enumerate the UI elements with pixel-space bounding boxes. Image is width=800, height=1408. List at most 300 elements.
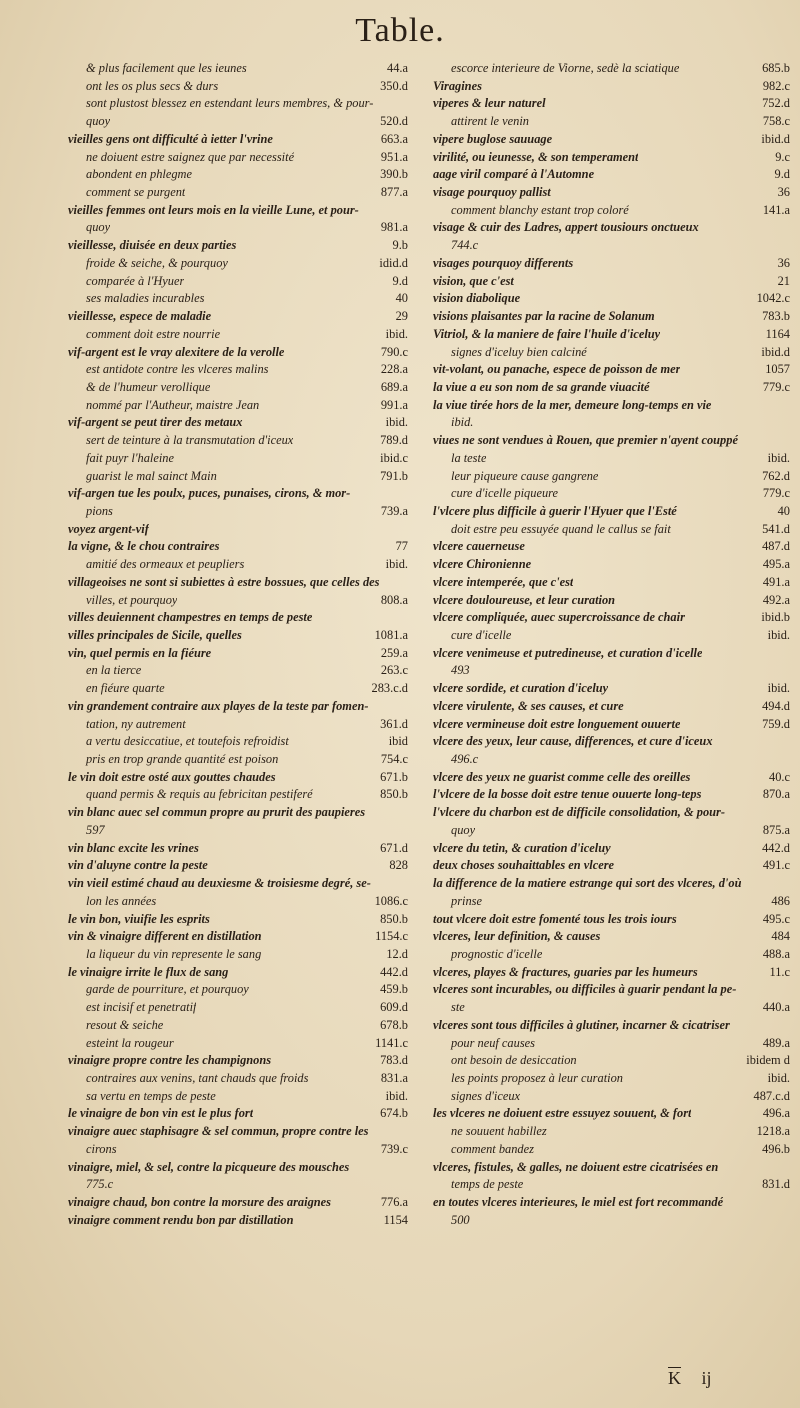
entry-page-ref: 1164	[765, 326, 790, 341]
index-entry	[68, 326, 408, 344]
entry-page-ref: 541.d	[762, 521, 790, 536]
entry-page-ref: 9.d	[774, 167, 790, 182]
entry-text: visage pourquoy pallist	[433, 185, 551, 200]
entry-page-ref: 442.d	[380, 964, 408, 979]
entry-text: vin vieil estimé chaud au deuxiesme & troisiesme degré, se-	[68, 876, 371, 891]
entry-text: fait puyr l'haleine	[86, 450, 174, 465]
entry-text: resout & seiche	[86, 1017, 164, 1032]
entry-page-ref: ibid.c	[380, 450, 408, 465]
index-entry	[433, 857, 790, 875]
index-entry	[68, 1194, 408, 1212]
entry-text: la viue tirée hors de la mer, demeure long-temps en vie	[433, 397, 712, 412]
entry-page-ref: 1218.a	[756, 1124, 790, 1139]
entry-page-ref: 489.a	[762, 1035, 790, 1050]
entry-text: le vinaigre irrite le flux de sang	[68, 964, 229, 979]
entry-page-ref: 77	[395, 539, 408, 554]
entry-page-ref	[784, 804, 790, 822]
entry-page-ref	[402, 1123, 408, 1141]
index-entry	[433, 60, 790, 78]
entry-page-ref: ibid.	[767, 628, 790, 642]
entry-page-ref: 440.a	[762, 1000, 790, 1015]
index-entry	[433, 1176, 790, 1194]
entry-page-ref: ibid.	[767, 1070, 790, 1085]
entry-page-ref: 487.c.d	[753, 1088, 790, 1103]
index-entry	[433, 166, 790, 184]
index-entry	[433, 1052, 790, 1070]
entry-page-ref: 875.a	[762, 822, 790, 837]
entry-text: le vin doit estre osté aux gouttes chaudes	[68, 769, 276, 784]
entry-page-ref: 494.d	[762, 698, 790, 713]
index-entry	[433, 290, 790, 308]
entry-page-ref: 671.d	[380, 840, 408, 855]
entry-page-ref: 496.a	[762, 1106, 790, 1121]
entry-text: villes deuiennent champestres en temps de peste	[68, 610, 313, 625]
entry-text: les vlceres ne doiuent estre essuyez souuent, & fort	[433, 1106, 692, 1121]
signature-mark: K	[668, 1368, 681, 1388]
index-entry	[68, 1035, 408, 1053]
entry-text: 493	[451, 663, 470, 678]
entry-text: 744.c	[451, 238, 479, 253]
entry-text: le vin bon, viuifie les esprits	[68, 911, 210, 926]
entry-page-ref	[784, 645, 790, 663]
index-entry	[68, 840, 408, 858]
entry-text: visage & cuir des Ladres, appert tousiours onctueux	[433, 220, 699, 235]
entry-text: vlcere compliquée, auec supercroissance de chair	[433, 610, 685, 625]
entry-text: vin grandement contraire aux playes de la teste par fomen-	[68, 698, 369, 713]
entry-page-ref: 141.a	[762, 202, 790, 217]
entry-text: vlcere venimeuse et putredineuse, et curation d'icelle	[433, 645, 703, 660]
entry-page-ref	[784, 662, 790, 680]
entry-page-ref: ibid.d	[761, 131, 790, 146]
entry-page-ref: ibidem d	[746, 1053, 790, 1068]
index-entry	[68, 1105, 408, 1123]
entry-page-ref: 754.c	[380, 752, 408, 767]
entry-page-ref	[402, 485, 408, 503]
entry-text: vinaigre comment rendu bon par distillation	[68, 1212, 294, 1227]
index-entry	[433, 627, 790, 645]
index-entry	[433, 78, 790, 96]
entry-page-ref: 758.c	[762, 114, 790, 129]
index-entry	[433, 840, 790, 858]
entry-page-ref: 951.a	[380, 149, 408, 164]
index-entry	[68, 521, 408, 539]
index-entry	[68, 1052, 408, 1070]
index-entry	[68, 219, 408, 237]
entry-page-ref: 791.b	[380, 468, 408, 483]
entry-text: attirent le venin	[451, 114, 529, 129]
index-entry	[433, 95, 790, 113]
entry-page-ref: idid.d	[379, 255, 408, 270]
entry-text: villageoises ne sont si subiettes à estre bossues, que celles des	[68, 574, 380, 589]
index-entry	[433, 1194, 790, 1212]
entry-text: ses maladies incurables	[86, 291, 205, 306]
entry-text: vlcere Chironienne	[433, 557, 532, 572]
entry-text: vlcere des yeux, leur cause, differences, et cure d'iceux	[433, 734, 713, 749]
entry-page-ref: ibid.	[385, 1088, 408, 1103]
entry-page-ref: 752.d	[762, 96, 790, 111]
entry-page-ref: 779.c	[762, 486, 790, 501]
entry-page-ref	[784, 1194, 790, 1212]
entry-text: comment doit estre nourrie	[86, 326, 221, 341]
index-entry	[68, 893, 408, 911]
entry-page-ref: 1154	[383, 1212, 408, 1227]
entry-text: quand permis & requis au febricitan pestiferé	[86, 787, 313, 802]
entry-text: l'vlcere plus difficile à guerir l'Hyuer que l'Esté	[433, 503, 677, 518]
entry-text: vinaigre auec staphisagre & sel commun, propre contre les	[68, 1124, 369, 1139]
entry-page-ref: ibid.	[385, 415, 408, 430]
entry-text: ont besoin de desiccation	[451, 1053, 577, 1068]
index-entry	[68, 627, 408, 645]
index-entry	[433, 946, 790, 964]
entry-page-ref: 228.a	[380, 362, 408, 377]
entry-page-ref: 520.d	[380, 114, 408, 129]
index-entry	[433, 344, 790, 362]
entry-text: vlcere du tetin, & curation d'iceluy	[433, 840, 611, 855]
entry-text: ne souuent habillez	[451, 1124, 547, 1139]
index-entry	[433, 592, 790, 610]
index-entry	[68, 786, 408, 804]
entry-page-ref	[784, 1212, 790, 1230]
index-entry	[433, 574, 790, 592]
entry-page-ref	[402, 521, 408, 539]
entry-page-ref: 9.c	[775, 149, 790, 164]
entry-text: en toutes vlceres interieures, le miel est fort recommandé	[433, 1195, 724, 1209]
entry-text: villes principales de Sicile, quelles	[68, 628, 242, 642]
entry-page-ref: 609.d	[380, 1000, 408, 1015]
entry-text: vif-argen tue les poulx, puces, punaises, cirons, & mor-	[68, 486, 351, 501]
entry-page-ref	[784, 875, 790, 893]
entry-text: est incisif et penetratif	[86, 1000, 197, 1015]
index-entry	[68, 981, 408, 999]
index-entry	[68, 733, 408, 751]
index-column-right	[433, 60, 790, 1229]
index-entry	[68, 680, 408, 698]
index-entry	[433, 131, 790, 149]
index-entry	[433, 1159, 790, 1177]
index-entry	[68, 344, 408, 362]
entry-text: cure d'icelle	[451, 628, 512, 642]
entry-page-ref	[402, 822, 408, 840]
index-column-left	[68, 60, 408, 1229]
entry-page-ref: 1154.c	[375, 929, 408, 944]
entry-text: vlceres, leur definition, & causes	[433, 929, 601, 944]
entry-page-ref: 663.a	[380, 131, 408, 146]
entry-text: visages pourquoy differents	[433, 255, 574, 270]
entry-page-ref: 486	[771, 893, 790, 908]
entry-page-ref	[784, 397, 790, 415]
entry-page-ref: 831.d	[762, 1177, 790, 1192]
entry-page-ref: ibid.	[767, 450, 790, 465]
index-entry	[433, 202, 790, 220]
entry-text: comparée à l'Hyuer	[86, 273, 185, 288]
index-entry	[68, 414, 408, 432]
entry-text: 597	[86, 822, 105, 837]
entry-page-ref: 850.b	[380, 787, 408, 802]
entry-page-ref: 495.c	[762, 911, 790, 926]
index-entry	[68, 804, 408, 822]
entry-page-ref: 259.a	[380, 645, 408, 660]
entry-text: quoy	[86, 220, 111, 235]
index-entry	[433, 450, 790, 468]
entry-text: vin & vinaigre different en distillation	[68, 929, 262, 944]
entry-page-ref: 1081.a	[374, 628, 408, 642]
entry-page-ref	[784, 981, 790, 999]
index-entry	[433, 538, 790, 556]
entry-page-ref: 488.a	[762, 946, 790, 961]
entry-text: vision diabolique	[433, 291, 521, 306]
entry-page-ref	[402, 1176, 408, 1194]
entry-text: en la tierce	[86, 663, 142, 678]
entry-text: vinaigre chaud, bon contre la morsure des araignes	[68, 1195, 331, 1209]
index-entry	[433, 786, 790, 804]
entry-page-ref	[784, 733, 790, 751]
entry-text: Viragines	[433, 78, 482, 93]
entry-text: 500	[451, 1212, 470, 1227]
index-entry	[433, 751, 790, 769]
entry-page-ref: 689.a	[380, 379, 408, 394]
index-entry	[68, 202, 408, 220]
entry-page-ref: ibid.	[385, 557, 408, 572]
index-entry	[68, 911, 408, 929]
entry-text: la liqueur du vin represente le sang	[86, 946, 262, 961]
entry-text: quoy	[451, 822, 476, 837]
index-entry	[68, 822, 408, 840]
entry-page-ref: 739.c	[380, 1141, 408, 1156]
entry-page-ref: 40	[777, 503, 790, 518]
index-entry	[68, 769, 408, 787]
entry-page-ref	[402, 875, 408, 893]
index-entry	[68, 1159, 408, 1177]
entry-page-ref	[784, 414, 790, 432]
entry-text: vlcere vermineuse doit estre longuement ouuerte	[433, 716, 681, 731]
entry-page-ref: ibid	[388, 734, 408, 749]
index-entry	[68, 999, 408, 1017]
entry-page-ref: 9.b	[392, 238, 408, 253]
entry-page-ref: ibid.d	[761, 344, 790, 359]
entry-text: abondent en phlegme	[86, 167, 192, 182]
entry-text: vin blanc auec sel commun propre au prurit des paupieres	[68, 805, 366, 820]
entry-text: en fiéure quarte	[86, 681, 165, 696]
index-entry	[68, 751, 408, 769]
entry-text: escorce interieure de Viorne, sedè la sciatique	[451, 61, 680, 75]
page-footer	[668, 1368, 712, 1389]
entry-text: est antidote contre les vlceres malins	[86, 362, 269, 377]
index-entry	[433, 521, 790, 539]
entry-text: l'vlcere de la bosse doit estre tenue ouuerte long-teps	[433, 787, 702, 802]
entry-page-ref	[402, 698, 408, 716]
entry-text: guarist le mal sainct Main	[86, 468, 217, 483]
entry-page-ref	[402, 1159, 408, 1177]
index-entry	[433, 397, 790, 415]
index-entry	[433, 184, 790, 202]
index-entry	[433, 698, 790, 716]
entry-text: comment se purgent	[86, 185, 186, 200]
index-entry	[433, 999, 790, 1017]
entry-page-ref: 1057	[765, 362, 790, 377]
index-entry	[68, 485, 408, 503]
entry-page-ref: 283.c.d	[371, 681, 408, 696]
index-entry	[68, 184, 408, 202]
index-entry	[433, 1088, 790, 1106]
index-entry	[433, 662, 790, 680]
index-entry	[68, 592, 408, 610]
folio-number: ij	[701, 1368, 712, 1388]
index-entry	[68, 290, 408, 308]
index-entry	[68, 450, 408, 468]
entry-text: sert de teinture à la transmutation d'iceux	[86, 433, 294, 448]
index-entry	[68, 609, 408, 627]
entry-text: la teste	[451, 450, 487, 465]
entry-text: pris en trop grande quantité est poison	[86, 752, 279, 767]
index-entry	[433, 981, 790, 999]
entry-page-ref: 783.b	[762, 309, 790, 324]
entry-page-ref: 12.d	[386, 946, 408, 961]
entry-page-ref: 808.a	[380, 592, 408, 607]
entry-page-ref: 685.b	[762, 61, 790, 75]
entry-text: vin, quel permis en la fiéure	[68, 645, 212, 660]
entry-text: voyez argent-vif	[68, 521, 149, 536]
entry-page-ref	[402, 95, 408, 113]
entry-text: vif-argent est le vray alexitere de la verolle	[68, 344, 285, 359]
entry-text: a vertu desiccatiue, et toutefois refroidist	[86, 734, 289, 749]
entry-text: comment blanchy estant trop coloré	[451, 202, 629, 217]
entry-page-ref: 1042.c	[756, 291, 790, 306]
index-entry	[68, 538, 408, 556]
index-entry	[68, 503, 408, 521]
entry-text: prinse	[451, 893, 482, 908]
index-entry	[68, 1088, 408, 1106]
entry-text: cirons	[86, 1141, 117, 1156]
entry-page-ref: 671.b	[380, 769, 408, 784]
index-entry	[68, 875, 408, 893]
entry-text: vlceres sont incurables, ou difficiles à guarir pendant la pe-	[433, 982, 737, 997]
entry-page-ref: 831.a	[380, 1070, 408, 1085]
entry-text: cure d'icelle piqueure	[451, 486, 559, 501]
index-entry	[433, 1141, 790, 1159]
index-entry	[433, 255, 790, 273]
entry-text: pour neuf causes	[451, 1035, 535, 1050]
index-entry	[433, 379, 790, 397]
entry-page-ref: 779.c	[762, 379, 790, 394]
entry-page-ref: 850.b	[380, 911, 408, 926]
entry-text: nommé par l'Autheur, maistre Jean	[86, 397, 260, 412]
index-entry	[68, 60, 408, 78]
entry-text: vinaigre propre contre les champignons	[68, 1053, 272, 1068]
index-entry	[433, 928, 790, 946]
entry-text: deux choses souhaittables en vlcere	[433, 858, 615, 873]
entry-text: 496.c	[451, 752, 479, 767]
entry-text: vlceres, fistules, & galles, ne doiuent estre cicatrisées en	[433, 1159, 719, 1174]
entry-text: signes d'iceluy bien calciné	[451, 344, 587, 359]
entry-text: prognostic d'icelle	[451, 946, 543, 961]
entry-page-ref	[784, 237, 790, 255]
entry-text: vlcere sordide, et curation d'iceluy	[433, 681, 609, 696]
entry-text: aage viril comparé à l'Automne	[433, 167, 595, 182]
index-entry	[68, 468, 408, 486]
entry-text: viues ne sont vendues à Rouen, que premier n'ayent couppé	[433, 433, 738, 448]
entry-text: leur piqueure cause gangrene	[451, 468, 599, 483]
index-entry	[68, 716, 408, 734]
entry-text: vlcere intemperée, que c'est	[433, 574, 574, 589]
entry-text: vlcere des yeux ne guarist comme celle des oreilles	[433, 769, 691, 784]
index-entry	[68, 397, 408, 415]
entry-page-ref: 361.d	[380, 716, 408, 731]
entry-text: temps de peste	[451, 1177, 524, 1192]
entry-text: vlcere douloureuse, et leur curation	[433, 592, 616, 607]
index-entry	[433, 609, 790, 627]
index-entry	[433, 237, 790, 255]
entry-page-ref: 1141.c	[375, 1035, 408, 1050]
entry-page-ref: 776.a	[380, 1195, 408, 1209]
entry-page-ref: ibid.	[767, 681, 790, 696]
index-entry	[68, 1123, 408, 1141]
entry-text: ibid.	[451, 415, 474, 430]
entry-text: vin d'aluyne contre la peste	[68, 858, 208, 873]
index-entry	[68, 131, 408, 149]
entry-text: doit estre peu essuyée quand le callus se fait	[451, 521, 671, 536]
entry-page-ref: 877.a	[380, 185, 408, 200]
entry-page-ref: 491.c	[762, 858, 790, 873]
index-entry	[433, 485, 790, 503]
index-entry	[433, 964, 790, 982]
entry-page-ref: 991.a	[380, 397, 408, 412]
index-entry	[433, 432, 790, 450]
entry-text: 775.c	[86, 1177, 114, 1192]
entry-text: ont les os plus secs & durs	[86, 78, 219, 93]
entry-text: vit-volant, ou panache, espece de poisson de mer	[433, 362, 681, 377]
entry-page-ref: ibid.b	[761, 610, 790, 625]
index-entry	[68, 149, 408, 167]
index-entry	[433, 273, 790, 291]
entry-page-ref	[784, 751, 790, 769]
entry-text: amitié des ormeaux et peupliers	[86, 557, 245, 572]
entry-page-ref	[784, 1159, 790, 1177]
entry-page-ref: 783.d	[380, 1053, 408, 1068]
entry-text: tation, ny autrement	[86, 716, 186, 731]
index-entry	[68, 432, 408, 450]
index-entry	[433, 822, 790, 840]
index-entry	[433, 219, 790, 237]
entry-page-ref: 459.b	[380, 982, 408, 997]
index-entry	[68, 237, 408, 255]
entry-page-ref: 789.d	[380, 433, 408, 448]
index-entry	[68, 556, 408, 574]
entry-text: esteint la rougeur	[86, 1035, 174, 1050]
entry-page-ref: 9.d	[392, 273, 408, 288]
index-entry	[68, 662, 408, 680]
entry-page-ref: 678.b	[380, 1017, 408, 1032]
index-entry	[433, 556, 790, 574]
entry-page-ref	[402, 202, 408, 220]
entry-page-ref: 790.c	[380, 344, 408, 359]
entry-page-ref: 674.b	[380, 1106, 408, 1121]
index-entry	[433, 308, 790, 326]
entry-text: le vinaigre de bon vin est le plus fort	[68, 1106, 254, 1121]
index-entry	[68, 1176, 408, 1194]
entry-page-ref: 484	[771, 929, 790, 944]
entry-text: villes, et pourquoy	[86, 592, 178, 607]
entry-text: lon les années	[86, 893, 157, 908]
entry-text: la viue a eu son nom de sa grande viuacité	[433, 379, 650, 394]
entry-page-ref: 1086.c	[374, 893, 408, 908]
index-entry	[433, 645, 790, 663]
entry-text: virilité, ou ieunesse, & son temperament	[433, 149, 639, 164]
index-entry	[68, 928, 408, 946]
entry-text: vin blanc excite les vrines	[68, 840, 199, 855]
entry-text: pions	[86, 503, 113, 518]
entry-text: sont plustost blessez en estendant leurs membres, & pour-	[86, 96, 374, 111]
entry-text: tout vlcere doit estre fomenté tous les trois iours	[433, 911, 677, 926]
